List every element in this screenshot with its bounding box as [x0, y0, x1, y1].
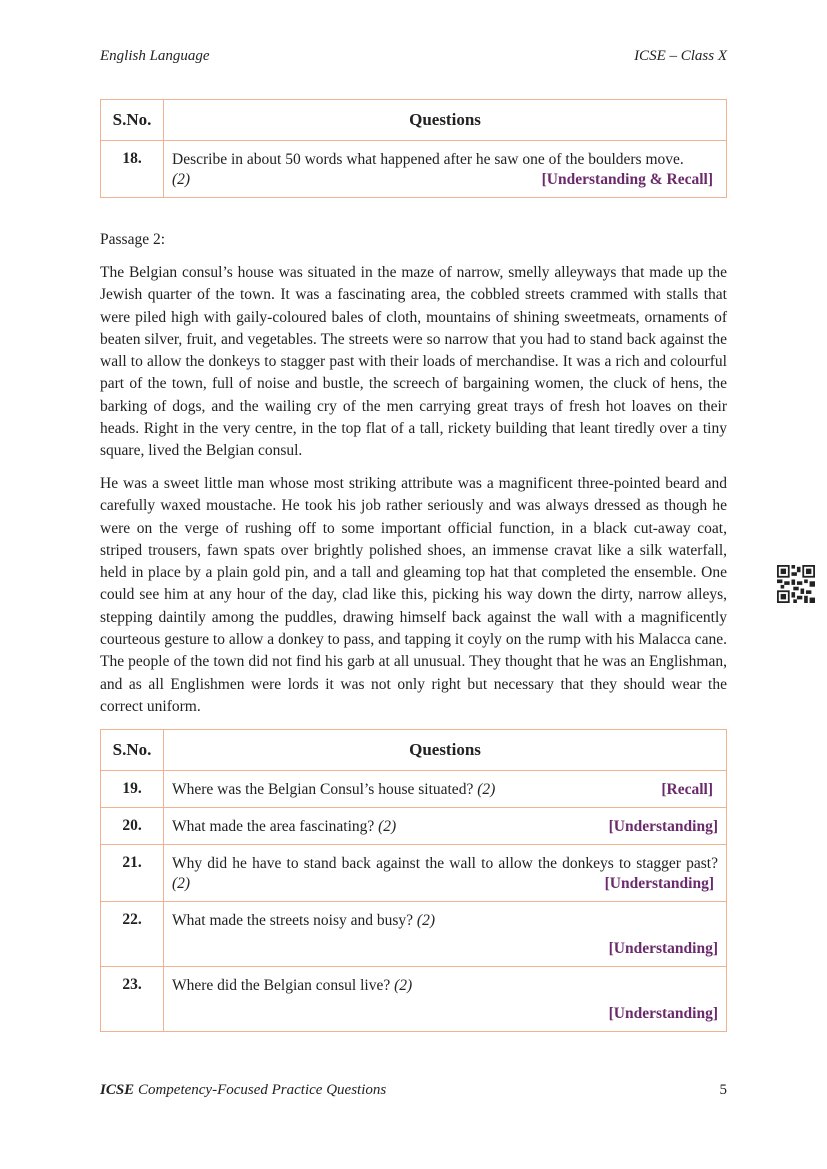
question-number: 21.: [101, 845, 164, 902]
qr-code-icon[interactable]: [777, 565, 815, 603]
table-row: [101, 967, 727, 1032]
page-number: 5: [719, 1082, 727, 1098]
question-category: [Understanding & Recall]: [541, 171, 713, 188]
table-row: [101, 845, 727, 902]
table-row: [101, 771, 727, 808]
question-marks: (2): [378, 818, 397, 835]
column-header-sno: S.No.: [101, 730, 164, 771]
question-text: What made the area fascinating?: [172, 818, 375, 835]
question-cell: [164, 845, 727, 902]
passage-paragraph-2: He was a sweet little man whose most striking attribute was a magnificent three-pointed beard and carefully waxed moustache. He took his job rather seriously and was always dressed as though he were on the verge of rushing off to some important official function, in a black cut-away coat, striped trousers, fawn spats over brightly polished shoes, an immense cravat like a silk waterfall, held in place by a plain gold pin, and a tall and gleaming top hat that completed the ensemble. One could see him at any hour of the day, clad like this, picking his way down the dirty, narrow alleys, stepping daintily among the puddles, drawing himself back against the wall with a magnificently courteous gesture to allow a donkey to pass, and tapping it coyly on the rump with his Malacca cane. The people of the town did not find his garb at all unusual. They thought that he was an Englishman, and as all Englishmen were lords it was not only right but necessary that they should wear the correct uniform.: [100, 475, 727, 715]
question-marks: (2): [416, 912, 435, 929]
column-header-questions: Questions: [164, 730, 727, 771]
table-row: [101, 808, 727, 845]
question-category: [Understanding]: [608, 940, 718, 957]
question-text: Describe in about 50 words what happened after he saw one of the boulders move.: [172, 151, 684, 168]
question-cell: [164, 771, 727, 808]
question-text: What made the streets noisy and busy?: [172, 912, 414, 929]
column-header-questions: Questions: [164, 100, 727, 141]
questions-table-2: [100, 729, 727, 1032]
column-header-sno: S.No.: [101, 100, 164, 141]
question-text: Why did he have to stand back against the wall to allow the donkeys to stagger past?: [172, 855, 718, 872]
question-number: 23.: [101, 967, 164, 1032]
footer-brand: ICSE: [100, 1082, 135, 1098]
question-category: [Understanding]: [608, 818, 718, 835]
table-header-row: [101, 100, 727, 141]
question-category: [Understanding]: [604, 875, 714, 892]
question-cell: [164, 808, 727, 845]
question-text: Where did the Belgian consul live?: [172, 977, 391, 994]
passage-label: Passage 2:: [100, 231, 166, 248]
question-cell: [164, 902, 727, 967]
question-marks: (2): [172, 171, 191, 188]
question-number: 22.: [101, 902, 164, 967]
running-header-class: ICSE – Class X: [634, 48, 727, 64]
question-cell: [164, 141, 727, 198]
footer-title-text: Competency-Focused Practice Questions: [134, 1082, 387, 1098]
question-text: Where was the Belgian Consul’s house situated?: [172, 781, 474, 798]
footer-title: [100, 1082, 386, 1099]
passage-paragraph-1: The Belgian consul’s house was situated in the maze of narrow, smelly alleyways that made up the Jewish quarter of the town. It was a fascinating area, the cobbled streets crammed with stalls that were piled high with gaily-coloured bales of cloth, mountains of shining sweetmeats, ornaments of beaten silver, fruit, and vegetables. The streets were so narrow that you had to stand back against the wall to allow the donkeys to stagger past with their loads of merchandise. It was a rich and colourful part of the town, full of noise and bustle, the screech of bargaining women, the cluck of hens, the barking of dogs, and the wailing cry of the men carrying great trays of fresh hot loaves on their heads. Right in the very centre, in the top flat of a tall, rickety building that leant tiredly over a tiny square, lived the Belgian consul.: [100, 264, 727, 460]
running-header-subject: English Language: [100, 48, 210, 64]
question-marks: (2): [172, 875, 191, 892]
question-number: 19.: [101, 771, 164, 808]
question-number: 20.: [101, 808, 164, 845]
question-cell: [164, 967, 727, 1032]
table-row: [101, 141, 727, 198]
question-marks: (2): [477, 781, 496, 798]
table-header-row: [101, 730, 727, 771]
question-category: [Recall]: [661, 781, 713, 798]
question-number: 18.: [101, 141, 164, 198]
question-marks: (2): [394, 977, 413, 994]
questions-table-1: [100, 99, 727, 198]
question-category: [Understanding]: [608, 1005, 718, 1022]
table-row: [101, 902, 727, 967]
